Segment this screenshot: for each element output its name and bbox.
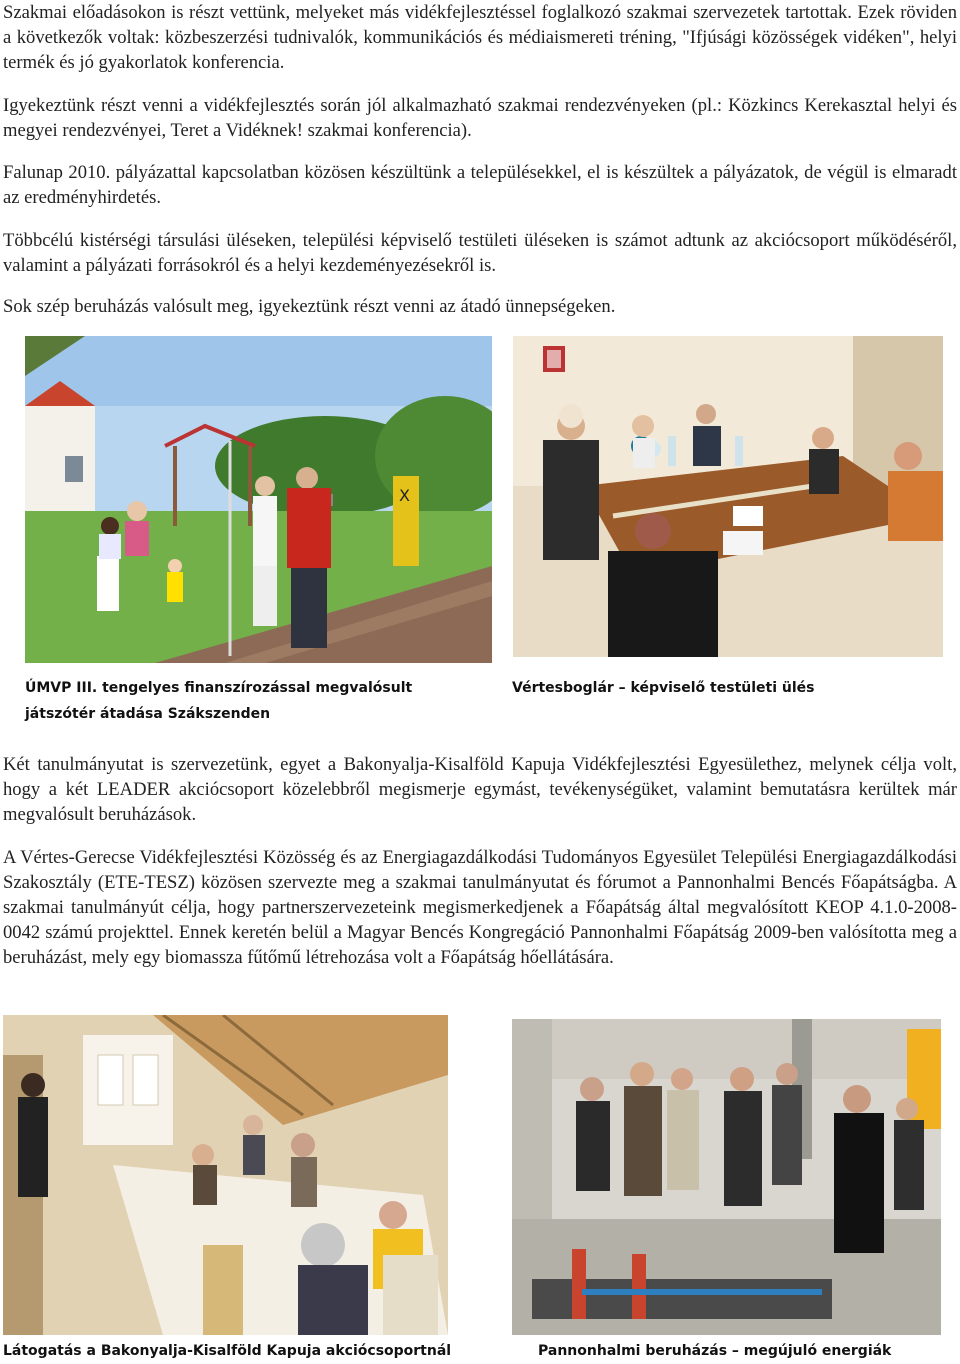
pannonhalma-plant-photo (512, 1019, 941, 1335)
action-group-visit-photo (3, 1015, 448, 1335)
paragraph-investments: Sok szép beruházás valósult meg, igyekeztünk részt venni az átadó ünnepségeken. (3, 296, 616, 317)
council-meeting-photo (513, 336, 943, 657)
paragraph-council-meetings: Többcélú kistérségi társulási üléseken, települési képviselő testületi üléseken is számot adtunk az akciócsoport működéséről, valamint a pályázati forrásokról és a helyi kezdeményezésekről is. (3, 230, 957, 276)
paragraph-study-tour: Két tanulmányutat is szervezetünk, egyet a Bakonyalja-Kisalföld Kapuja Vidékfejlesztési Egyesülethez, melynek célja volt, hogy a két LEADER akciócsoport közelebbről megismerje egymást, tevékenységüket, valamint bemutatásra kerültek már megvalósult beruházások. (3, 754, 957, 825)
playground-post-sign: X (399, 486, 410, 505)
paragraph-pannonhalma: A Vértes-Gerecse Vidékfejlesztési Közösség és az Energiagazdálkodási Tudományos Egyesület Települési Energiagazdálkodási Szakosztály (ETE-TESZ) közösen szervezte meg a szakmai tanulmányutat és fórumot a Pannonhalmi Bencés Főapátságba. A szakmai tanulmányút célja, hogy partnerszervezeteink megismerkedjenek a Főapátság által megvalósított KEOP 4.1.0-2008-0042 számú projekttel. Ennek keretén belül a Magyar Bencés Kongregáció Pannonhalmi Főapátság 2009-ben valósította meg a beruházást, mely egy biomassza fűtőmű létrehozása volt a Főapátság hőellátására. (3, 847, 957, 968)
paragraph-falunap: Falunap 2010. pályázattal kapcsolatban közösen készültünk a településekkel, el is készültek a pályázatok, de végül is elmaradt az eredményhirdetés. (3, 162, 957, 208)
playground-handover-photo (25, 336, 492, 663)
caption-visit: Látogatás a Bakonyalja-Kisalföld Kapuja akciócsoportnál (3, 1343, 452, 1359)
caption-playground: ÚMVP III. tengelyes finanszírozással megvalósult játszótér átadása Szákszenden (25, 680, 413, 722)
paragraph-events: Igyekeztünk részt venni a vidékfejlesztés során jól alkalmazható szakmai rendezvényeken (pl.: Közkincs Kerekasztal helyi és megyei rendezvényei, Teret a Vidéknek! szakmai konferencia). (3, 95, 957, 141)
caption-plant: Pannonhalmi beruházás – megújuló energiák (538, 1343, 892, 1359)
paragraph-lectures: Szakmai előadásokon is részt vettünk, melyeket más vidékfejlesztéssel foglalkozó szakmai szervezetek tartottak. Ezek röviden a következők voltak: közbeszerzési tudnivalók, kommunikációs és médiaismereti tréning, "Ifjúsági közösségek vidéken", helyi termék és jó gyakorlatok konferencia. (3, 2, 957, 73)
caption-council: Vértesboglár – képviselő testületi ülés (512, 680, 815, 696)
